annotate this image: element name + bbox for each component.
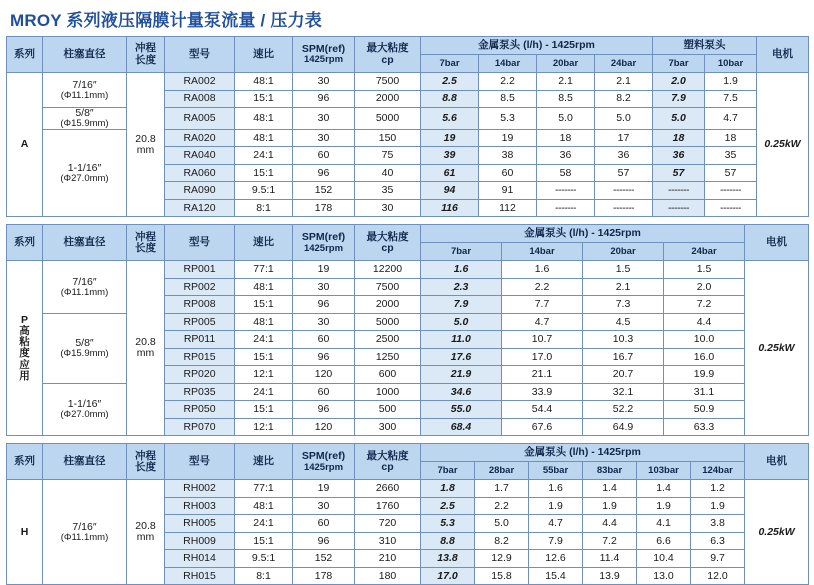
cell-metal-20bar: 2.1	[537, 73, 595, 91]
cell-viscosity: 210	[355, 550, 421, 568]
cell-metal-14bar: 112	[479, 199, 537, 217]
cell-metal-7bar: 13.8	[421, 550, 475, 568]
cell-metal-14bar: 38	[479, 147, 537, 165]
table-row	[7, 480, 809, 498]
cell-ratio: 24:1	[235, 383, 293, 401]
cell-metal-20bar: 52.2	[583, 401, 664, 419]
cell-ratio: 48:1	[235, 108, 293, 130]
cell-ratio: 77:1	[235, 261, 293, 279]
cell-viscosity: 500	[355, 401, 421, 419]
cell-metal-28bar: 1.7	[475, 480, 529, 498]
cell-ratio: 48:1	[235, 73, 293, 91]
cell-spm: 30	[293, 108, 355, 130]
cell-metal-20bar: 7.3	[583, 296, 664, 314]
header-plastic-head-a: 塑料泵头	[653, 37, 757, 55]
cell-spm: 30	[293, 313, 355, 331]
cell-model: RA040	[165, 147, 235, 165]
cell-model: RP020	[165, 366, 235, 384]
cell-spm: 96	[293, 532, 355, 550]
cell-metal-103bar: 13.0	[637, 567, 691, 585]
cell-ratio: 15:1	[235, 532, 293, 550]
cell-metal-103bar: 6.6	[637, 532, 691, 550]
cell-ratio: 8:1	[235, 199, 293, 217]
cell-metal-24bar: 19.9	[664, 366, 745, 384]
header-motor-p: 电机	[745, 225, 809, 261]
cell-spm: 96	[293, 164, 355, 182]
cell-metal-7bar: 2.5	[421, 73, 479, 91]
cell-plastic-10bar: 1.9	[705, 73, 757, 91]
cell-viscosity: 2000	[355, 90, 421, 108]
cell-metal-7bar: 2.3	[421, 278, 502, 296]
cell-metal-24bar: 57	[595, 164, 653, 182]
cell-metal-20bar: 8.5	[537, 90, 595, 108]
header-ratio-h: 速比	[235, 444, 293, 480]
cell-ratio: 12:1	[235, 418, 293, 436]
header-model-h: 型号	[165, 444, 235, 480]
cell-metal-7bar: 7.9	[421, 296, 502, 314]
plunger-group-p-2: 5/8″ (Φ15.9mm)	[43, 313, 127, 383]
header-model-a: 型号	[165, 37, 235, 73]
cell-metal-7bar: 2.5	[421, 497, 475, 515]
header-metal-24bar-a: 24bar	[595, 55, 653, 73]
cell-metal-20bar: 2.1	[583, 278, 664, 296]
cell-metal-24bar: 1.5	[664, 261, 745, 279]
header-plunger-h: 柱塞直径	[43, 444, 127, 480]
cell-metal-14bar: 19	[479, 129, 537, 147]
cell-metal-20bar: 36	[537, 147, 595, 165]
cell-ratio: 48:1	[235, 129, 293, 147]
stroke-length-a: 20.8 mm	[127, 73, 165, 217]
cell-metal-20bar: 64.9	[583, 418, 664, 436]
cell-metal-14bar: 10.7	[502, 331, 583, 349]
cell-metal-14bar: 8.5	[479, 90, 537, 108]
cell-spm: 96	[293, 296, 355, 314]
header-viscosity-h: 最大粘度 cp	[355, 444, 421, 480]
cell-metal-7bar: 1.6	[421, 261, 502, 279]
cell-metal-55bar: 7.9	[529, 532, 583, 550]
header-metal-20bar-p: 20bar	[583, 243, 664, 261]
cell-plastic-10bar: 7.5	[705, 90, 757, 108]
cell-model: RH009	[165, 532, 235, 550]
cell-metal-124bar: 1.9	[691, 497, 745, 515]
cell-metal-20bar: 1.5	[583, 261, 664, 279]
cell-spm: 120	[293, 366, 355, 384]
cell-metal-7bar: 8.8	[421, 90, 479, 108]
cell-metal-83bar: 13.9	[583, 567, 637, 585]
cell-metal-24bar: 31.1	[664, 383, 745, 401]
cell-plastic-10bar: 35	[705, 147, 757, 165]
cell-metal-24bar: 8.2	[595, 90, 653, 108]
cell-spm: 30	[293, 129, 355, 147]
cell-plastic-10bar: 4.7	[705, 108, 757, 130]
cell-model: RP011	[165, 331, 235, 349]
cell-metal-7bar: 5.3	[421, 515, 475, 533]
header-metal-20bar-a: 20bar	[537, 55, 595, 73]
table-series-a	[6, 36, 809, 217]
cell-metal-20bar: 32.1	[583, 383, 664, 401]
cell-model: RH005	[165, 515, 235, 533]
cell-plastic-7bar: -------	[653, 199, 705, 217]
cell-viscosity: 1000	[355, 383, 421, 401]
motor-p: 0.25kW	[745, 261, 809, 436]
header-stroke-h: 冲程 长度	[127, 444, 165, 480]
series-label-h: H	[7, 480, 43, 585]
cell-metal-24bar: 7.2	[664, 296, 745, 314]
header-ratio-a: 速比	[235, 37, 293, 73]
cell-ratio: 24:1	[235, 147, 293, 165]
stroke-length-p: 20.8 mm	[127, 261, 165, 436]
cell-metal-83bar: 7.2	[583, 532, 637, 550]
cell-metal-55bar: 1.9	[529, 497, 583, 515]
cell-spm: 19	[293, 480, 355, 498]
cell-metal-28bar: 5.0	[475, 515, 529, 533]
cell-spm: 30	[293, 497, 355, 515]
cell-metal-7bar: 5.6	[421, 108, 479, 130]
cell-metal-7bar: 21.9	[421, 366, 502, 384]
cell-metal-7bar: 1.8	[421, 480, 475, 498]
cell-model: RA120	[165, 199, 235, 217]
cell-plastic-7bar: 2.0	[653, 73, 705, 91]
cell-ratio: 24:1	[235, 331, 293, 349]
header-metal-7bar-a: 7bar	[421, 55, 479, 73]
stroke-length-h: 20.8 mm	[127, 480, 165, 585]
cell-plastic-7bar: 36	[653, 147, 705, 165]
cell-spm: 30	[293, 73, 355, 91]
cell-model: RH014	[165, 550, 235, 568]
motor-h: 0.25kW	[745, 480, 809, 585]
cell-viscosity: 7500	[355, 278, 421, 296]
cell-metal-24bar: -------	[595, 199, 653, 217]
cell-model: RH002	[165, 480, 235, 498]
cell-metal-103bar: 4.1	[637, 515, 691, 533]
cell-model: RA060	[165, 164, 235, 182]
cell-metal-7bar: 39	[421, 147, 479, 165]
cell-metal-7bar: 68.4	[421, 418, 502, 436]
cell-metal-55bar: 1.6	[529, 480, 583, 498]
header-model-p: 型号	[165, 225, 235, 261]
cell-metal-124bar: 1.2	[691, 480, 745, 498]
table-row	[7, 261, 809, 279]
plunger-group-a-1: 7/16″ (Φ11.1mm)	[43, 73, 127, 108]
header-plastic-10bar-a: 10bar	[705, 55, 757, 73]
page-title: MROY 系列液压隔膜计量泵流量 / 压力表	[10, 11, 322, 30]
cell-metal-14bar: 91	[479, 182, 537, 200]
cell-metal-20bar: 4.5	[583, 313, 664, 331]
cell-metal-20bar: 58	[537, 164, 595, 182]
header-metal-103bar-h: 103bar	[637, 462, 691, 480]
cell-viscosity: 12200	[355, 261, 421, 279]
cell-plastic-7bar: 7.9	[653, 90, 705, 108]
cell-spm: 96	[293, 348, 355, 366]
cell-metal-20bar: 18	[537, 129, 595, 147]
plunger-group-h-1: 7/16″ (Φ11.1mm)	[43, 480, 127, 585]
cell-spm: 96	[293, 401, 355, 419]
cell-metal-28bar: 15.8	[475, 567, 529, 585]
header-spm-h: SPM(ref) 1425rpm	[293, 444, 355, 480]
table-series-p	[6, 224, 809, 436]
cell-metal-14bar: 1.6	[502, 261, 583, 279]
cell-metal-24bar: 2.0	[664, 278, 745, 296]
cell-metal-24bar: 5.0	[595, 108, 653, 130]
table-row	[7, 73, 809, 91]
header-metal-head-h: 金属泵头 (l/h) - 1425rpm	[421, 444, 745, 462]
header-metal-head-a: 金属泵头 (l/h) - 1425rpm	[421, 37, 653, 55]
cell-plastic-7bar: -------	[653, 182, 705, 200]
cell-model: RA002	[165, 73, 235, 91]
cell-spm: 178	[293, 199, 355, 217]
cell-metal-28bar: 2.2	[475, 497, 529, 515]
cell-viscosity: 150	[355, 129, 421, 147]
cell-metal-83bar: 1.4	[583, 480, 637, 498]
cell-metal-14bar: 54.4	[502, 401, 583, 419]
cell-metal-24bar: -------	[595, 182, 653, 200]
cell-metal-20bar: -------	[537, 182, 595, 200]
cell-metal-14bar: 67.6	[502, 418, 583, 436]
cell-model: RP008	[165, 296, 235, 314]
cell-plastic-10bar: -------	[705, 182, 757, 200]
plunger-group-p-1: 7/16″ (Φ11.1mm)	[43, 261, 127, 314]
cell-metal-20bar: 20.7	[583, 366, 664, 384]
cell-ratio: 15:1	[235, 401, 293, 419]
plunger-group-p-3: 1-1/16″ (Φ27.0mm)	[43, 383, 127, 436]
cell-metal-24bar: 4.4	[664, 313, 745, 331]
cell-viscosity: 5000	[355, 313, 421, 331]
cell-metal-7bar: 19	[421, 129, 479, 147]
header-motor-a: 电机	[757, 37, 809, 73]
cell-spm: 96	[293, 90, 355, 108]
cell-metal-24bar: 16.0	[664, 348, 745, 366]
header-metal-head-p: 金属泵头 (l/h) - 1425rpm	[421, 225, 745, 243]
cell-metal-55bar: 15.4	[529, 567, 583, 585]
cell-metal-124bar: 6.3	[691, 532, 745, 550]
cell-metal-7bar: 34.6	[421, 383, 502, 401]
cell-ratio: 48:1	[235, 313, 293, 331]
cell-metal-14bar: 7.7	[502, 296, 583, 314]
cell-model: RP001	[165, 261, 235, 279]
cell-ratio: 48:1	[235, 497, 293, 515]
cell-model: RA005	[165, 108, 235, 130]
cell-ratio: 15:1	[235, 348, 293, 366]
cell-metal-103bar: 1.4	[637, 480, 691, 498]
cell-metal-14bar: 17.0	[502, 348, 583, 366]
cell-plastic-7bar: 18	[653, 129, 705, 147]
cell-spm: 60	[293, 331, 355, 349]
header-plunger-p: 柱塞直径	[43, 225, 127, 261]
cell-metal-124bar: 12.0	[691, 567, 745, 585]
cell-model: RA020	[165, 129, 235, 147]
cell-metal-7bar: 17.0	[421, 567, 475, 585]
cell-metal-7bar: 17.6	[421, 348, 502, 366]
cell-ratio: 9.5:1	[235, 182, 293, 200]
cell-metal-14bar: 2.2	[502, 278, 583, 296]
cell-model: RP015	[165, 348, 235, 366]
header-series-p: 系列	[7, 225, 43, 261]
cell-model: RH015	[165, 567, 235, 585]
header-metal-7bar-p: 7bar	[421, 243, 502, 261]
cell-spm: 120	[293, 418, 355, 436]
cell-metal-14bar: 4.7	[502, 313, 583, 331]
cell-metal-7bar: 5.0	[421, 313, 502, 331]
cell-viscosity: 720	[355, 515, 421, 533]
cell-metal-7bar: 11.0	[421, 331, 502, 349]
cell-metal-24bar: 17	[595, 129, 653, 147]
cell-viscosity: 1760	[355, 497, 421, 515]
header-viscosity-a: 最大粘度 cp	[355, 37, 421, 73]
cell-ratio: 15:1	[235, 90, 293, 108]
cell-metal-124bar: 9.7	[691, 550, 745, 568]
header-stroke-p: 冲程 长度	[127, 225, 165, 261]
cell-metal-55bar: 4.7	[529, 515, 583, 533]
cell-spm: 152	[293, 182, 355, 200]
header-plastic-7bar-a: 7bar	[653, 55, 705, 73]
cell-metal-7bar: 94	[421, 182, 479, 200]
cell-spm: 19	[293, 261, 355, 279]
cell-plastic-7bar: 5.0	[653, 108, 705, 130]
cell-metal-20bar: 5.0	[537, 108, 595, 130]
cell-ratio: 8:1	[235, 567, 293, 585]
header-metal-28bar-h: 28bar	[475, 462, 529, 480]
cell-viscosity: 5000	[355, 108, 421, 130]
header-metal-14bar-p: 14bar	[502, 243, 583, 261]
header-metal-83bar-h: 83bar	[583, 462, 637, 480]
cell-metal-28bar: 12.9	[475, 550, 529, 568]
cell-metal-83bar: 11.4	[583, 550, 637, 568]
cell-spm: 178	[293, 567, 355, 585]
header-series-a: 系列	[7, 37, 43, 73]
header-metal-14bar-a: 14bar	[479, 55, 537, 73]
cell-plastic-7bar: 57	[653, 164, 705, 182]
cell-viscosity: 40	[355, 164, 421, 182]
cell-viscosity: 1250	[355, 348, 421, 366]
cell-viscosity: 2500	[355, 331, 421, 349]
cell-model: RP070	[165, 418, 235, 436]
cell-ratio: 15:1	[235, 164, 293, 182]
cell-viscosity: 600	[355, 366, 421, 384]
cell-viscosity: 300	[355, 418, 421, 436]
header-metal-7bar-h: 7bar	[421, 462, 475, 480]
cell-spm: 60	[293, 147, 355, 165]
header-spm-a: SPM(ref) 1425rpm	[293, 37, 355, 73]
cell-spm: 152	[293, 550, 355, 568]
cell-metal-83bar: 4.4	[583, 515, 637, 533]
header-metal-24bar-p: 24bar	[664, 243, 745, 261]
cell-metal-20bar: -------	[537, 199, 595, 217]
cell-spm: 30	[293, 278, 355, 296]
cell-metal-20bar: 16.7	[583, 348, 664, 366]
motor-a: 0.25kW	[757, 73, 809, 217]
cell-model: RA090	[165, 182, 235, 200]
cell-metal-24bar: 10.0	[664, 331, 745, 349]
plunger-group-a-2: 5/8″ (Φ15.9mm)	[43, 108, 127, 130]
table-series-h	[6, 443, 809, 585]
cell-viscosity: 7500	[355, 73, 421, 91]
cell-viscosity: 35	[355, 182, 421, 200]
cell-metal-7bar: 116	[421, 199, 479, 217]
cell-metal-124bar: 3.8	[691, 515, 745, 533]
header-metal-124bar-h: 124bar	[691, 462, 745, 480]
cell-metal-7bar: 61	[421, 164, 479, 182]
header-series-h: 系列	[7, 444, 43, 480]
header-ratio-p: 速比	[235, 225, 293, 261]
cell-metal-14bar: 60	[479, 164, 537, 182]
plunger-group-a-3: 1-1/16″ (Φ27.0mm)	[43, 129, 127, 217]
cell-viscosity: 75	[355, 147, 421, 165]
series-label-a: A	[7, 73, 43, 217]
cell-metal-14bar: 2.2	[479, 73, 537, 91]
cell-ratio: 24:1	[235, 515, 293, 533]
cell-plastic-10bar: 57	[705, 164, 757, 182]
cell-ratio: 15:1	[235, 296, 293, 314]
cell-metal-24bar: 63.3	[664, 418, 745, 436]
header-motor-h: 电机	[745, 444, 809, 480]
cell-spm: 60	[293, 515, 355, 533]
cell-metal-24bar: 36	[595, 147, 653, 165]
cell-model: RA008	[165, 90, 235, 108]
cell-metal-7bar: 55.0	[421, 401, 502, 419]
cell-viscosity: 310	[355, 532, 421, 550]
cell-viscosity: 2660	[355, 480, 421, 498]
cell-ratio: 48:1	[235, 278, 293, 296]
cell-metal-28bar: 8.2	[475, 532, 529, 550]
cell-metal-7bar: 8.8	[421, 532, 475, 550]
cell-ratio: 9.5:1	[235, 550, 293, 568]
header-plunger-a: 柱塞直径	[43, 37, 127, 73]
series-label-p: P 高 粘 度 应 用	[7, 261, 43, 436]
header-stroke-a: 冲程 长度	[127, 37, 165, 73]
cell-metal-103bar: 1.9	[637, 497, 691, 515]
cell-ratio: 77:1	[235, 480, 293, 498]
cell-model: RP005	[165, 313, 235, 331]
cell-metal-24bar: 2.1	[595, 73, 653, 91]
header-metal-55bar-h: 55bar	[529, 462, 583, 480]
cell-spm: 60	[293, 383, 355, 401]
cell-metal-55bar: 12.6	[529, 550, 583, 568]
cell-model: RP002	[165, 278, 235, 296]
cell-metal-14bar: 5.3	[479, 108, 537, 130]
cell-metal-83bar: 1.9	[583, 497, 637, 515]
cell-plastic-10bar: 18	[705, 129, 757, 147]
cell-ratio: 12:1	[235, 366, 293, 384]
cell-viscosity: 180	[355, 567, 421, 585]
cell-viscosity: 2000	[355, 296, 421, 314]
cell-metal-24bar: 50.9	[664, 401, 745, 419]
cell-metal-14bar: 21.1	[502, 366, 583, 384]
cell-model: RH003	[165, 497, 235, 515]
cell-model: RP035	[165, 383, 235, 401]
cell-model: RP050	[165, 401, 235, 419]
cell-metal-103bar: 10.4	[637, 550, 691, 568]
header-spm-p: SPM(ref) 1425rpm	[293, 225, 355, 261]
cell-viscosity: 30	[355, 199, 421, 217]
cell-metal-14bar: 33.9	[502, 383, 583, 401]
cell-metal-20bar: 10.3	[583, 331, 664, 349]
header-viscosity-p: 最大粘度 cp	[355, 225, 421, 261]
cell-plastic-10bar: -------	[705, 199, 757, 217]
